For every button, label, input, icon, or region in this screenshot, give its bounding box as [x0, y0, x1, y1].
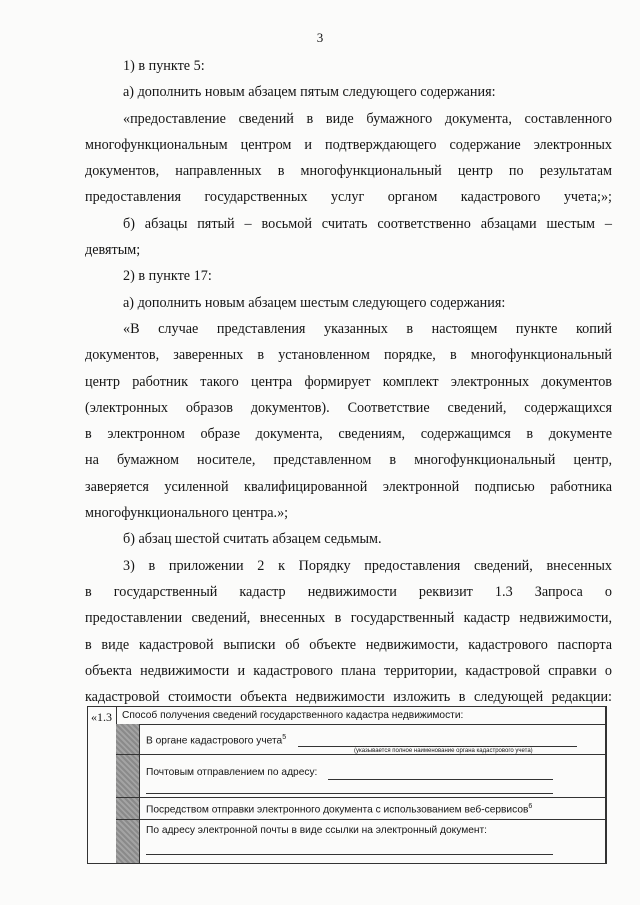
- checkbox-email[interactable]: [116, 820, 139, 863]
- document-body: [85, 53, 612, 710]
- text-line: центр работник такого центра формирует комплект электронных документов: [85, 373, 612, 390]
- text-line: многофункционального центра.»;: [85, 505, 289, 522]
- text-line: многофункциональным центром и подтверждающего содержание электронных: [85, 136, 612, 153]
- office-note: (указывается полное наименование органа кадастрового учета): [354, 748, 533, 754]
- option-web-service-row: [140, 798, 605, 820]
- option-email-label: По адресу электронной почты в виде ссылки на электронный документ:: [146, 825, 487, 836]
- text-line: а) дополнить новым абзацем пятым следующего содержания:: [123, 84, 496, 101]
- option-email-row: [140, 820, 605, 863]
- post-address-line-2[interactable]: [146, 793, 553, 794]
- text-line: 1) в пункте 5:: [123, 58, 205, 74]
- text-line: документов, заверенных в установленном порядке, в многофункциональный: [85, 347, 612, 364]
- text-line: а) дополнить новым абзацем шестым следующего содержания:: [123, 294, 506, 311]
- text-line: б) абзац шестой считать абзацем седьмым.: [123, 531, 382, 548]
- option-office-row: [140, 724, 605, 755]
- text-line: объекта недвижимости и кадастрового плана территории, кадастровой справки о: [85, 662, 612, 679]
- text-line: 3) в приложении 2 к Порядку предоставления сведений, внесенных: [123, 557, 612, 574]
- email-address-line[interactable]: [146, 854, 553, 855]
- request-form-table: [87, 706, 607, 864]
- text-line: кадастровой стоимости объекта недвижимости изложить в следующей редакции:: [85, 689, 612, 706]
- checkbox-office[interactable]: [116, 724, 139, 755]
- option-post-row: [140, 755, 605, 798]
- item-number: «1.3: [91, 710, 112, 724]
- text-line: б) абзацы пятый – восьмой считать соответственно абзацами шестым –: [123, 215, 612, 232]
- text-line: 2) в пункте 17:: [123, 268, 212, 285]
- office-input-line[interactable]: [298, 746, 577, 747]
- text-line: на бумажном носителе, представленном в многофункциональный центр,: [85, 452, 612, 469]
- text-line: в электронном образе документа, сведениям, содержащимся в документе: [85, 426, 612, 443]
- text-line: предоставления государственных услуг органом кадастрового учета;»;: [85, 189, 612, 206]
- option-office-label: В органе кадастрового учета$^5$: [146, 734, 287, 747]
- post-address-line-1[interactable]: [328, 779, 553, 780]
- text-line: предоставлении сведений, внесенных в государственный кадастр недвижимости,: [85, 610, 612, 627]
- checkbox-post[interactable]: [116, 755, 139, 798]
- item-number-column: [88, 707, 117, 863]
- page-number: 3: [316, 30, 324, 45]
- text-line: «предоставление сведений в виде бумажного документа, составленного: [123, 110, 612, 127]
- text-line: в виде кадастровой выписки об объекте недвижимости, кадастрового паспорта: [85, 636, 612, 653]
- option-post-label: Почтовым отправлением по адресу:: [146, 767, 318, 778]
- text-line: девятым;: [85, 242, 141, 259]
- text-line: (электронных образов документов). Соответствие сведений, содержащихся: [85, 399, 612, 416]
- form-header: Способ получения сведений государственного кадастра недвижимости:: [116, 707, 605, 725]
- checkbox-web-service[interactable]: [116, 798, 139, 820]
- text-line: документов, направленных в многофункциональный центр по результатам: [85, 163, 612, 180]
- text-line: в государственный кадастр недвижимости реквизит 1.3 Запроса о: [85, 583, 612, 600]
- checkbox-column: [116, 724, 140, 863]
- text-line: «В случае представления указанных в настоящем пункте копий: [123, 320, 612, 337]
- option-web-service-label: Посредством отправки электронного документа с использованием веб-сервисов$^6$: [146, 803, 533, 816]
- text-line: заверяется усиленной квалифицированной электронной подписью работника: [85, 478, 612, 495]
